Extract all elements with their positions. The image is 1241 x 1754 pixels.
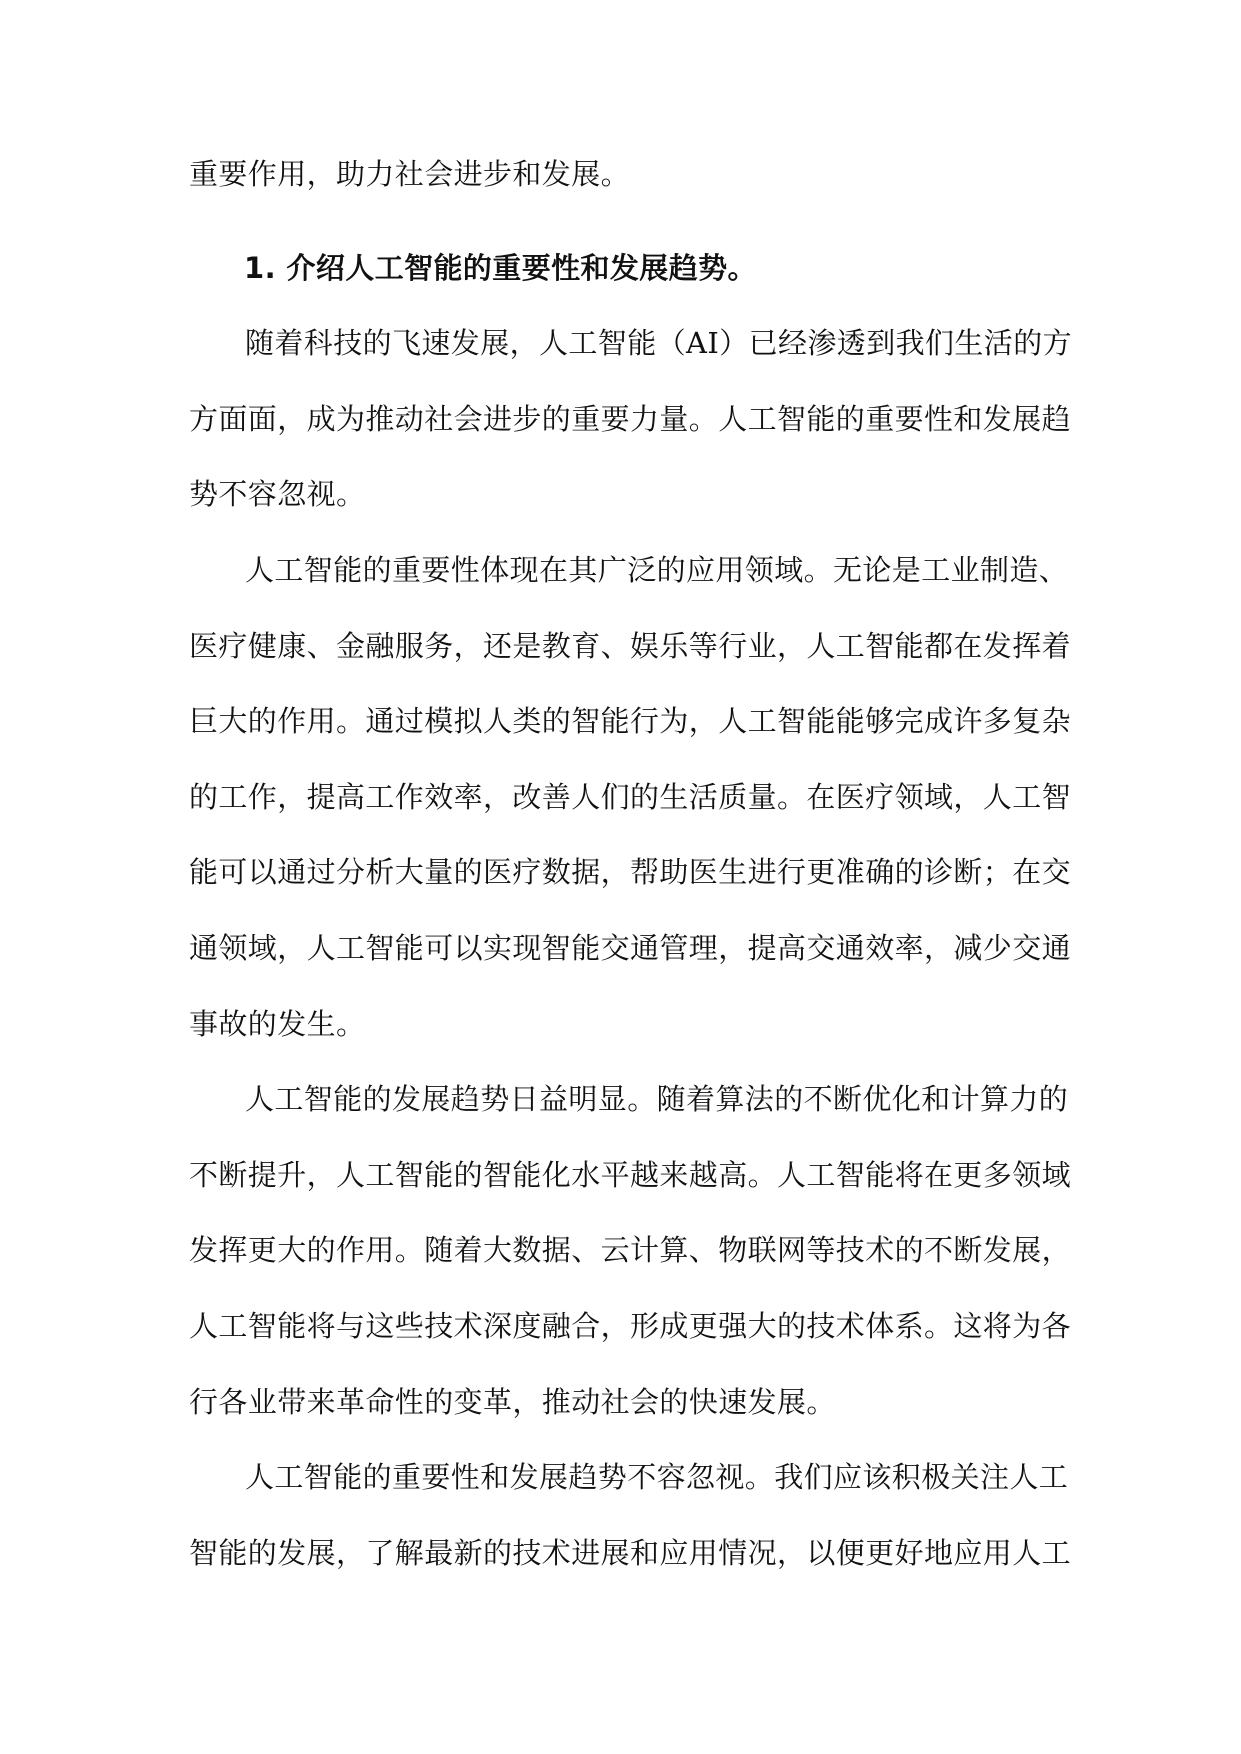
paragraph-2-line-2: 医疗健康、金融服务，还是教育、娱乐等行业，人工智能都在发挥着 [189, 628, 1072, 663]
paragraph-3-line-4: 人工智能将与这些技术深度融合，形成更强大的技术体系。这将为各 [189, 1308, 1072, 1343]
paragraph-3-line-3: 发挥更大的作用。随着大数据、云计算、物联网等技术的不断发展， [189, 1233, 1072, 1268]
paragraph-2-line-1: 人工智能的重要性体现在其广泛的应用领域。无论是工业制造、 [245, 552, 1069, 587]
paragraph-1-line-1: 随着科技的飞速发展，人工智能（AI）已经渗透到我们生活的方 [245, 326, 1072, 361]
paragraph-4-line-1: 人工智能的重要性和发展趋势不容忽视。我们应该积极关注人工 [245, 1460, 1069, 1495]
section-heading: 1. 介绍人工智能的重要性和发展趋势。 [244, 250, 757, 285]
paragraph-2-line-6: 通领域，人工智能可以实现智能交通管理，提高交通效率，减少交通 [189, 930, 1072, 965]
paragraph-1-line-2: 方面面，成为推动社会进步的重要力量。人工智能的重要性和发展趋 [189, 401, 1072, 436]
paragraph-1-line-3: 势不容忽视。 [189, 477, 366, 512]
paragraph-2-line-3: 巨大的作用。通过模拟人类的智能行为，人工智能能够完成许多复杂 [189, 704, 1072, 739]
document-body [189, 137, 1072, 1591]
paragraph-2-line-5: 能可以通过分析大量的医疗数据，帮助医生进行更准确的诊断；在交 [189, 855, 1072, 890]
continuation-line: 重要作用，助力社会进步和发展。 [189, 157, 631, 191]
paragraph-4-line-2: 智能的发展，了解最新的技术进展和应用情况，以便更好地应用人工 [189, 1535, 1072, 1570]
paragraph-2-line-4: 的工作，提高工作效率，改善人们的生活质量。在医疗领域，人工智 [189, 779, 1072, 814]
paragraph-3-line-5: 行各业带来革命性的变革，推动社会的快速发展。 [189, 1384, 836, 1419]
paragraph-3-line-2: 不断提升，人工智能的智能化水平越来越高。人工智能将在更多领域 [189, 1157, 1072, 1192]
paragraph-2-line-7: 事故的发生。 [189, 1006, 366, 1041]
paragraph-3-line-1: 人工智能的发展趋势日益明显。随着算法的不断优化和计算力的 [245, 1082, 1069, 1117]
